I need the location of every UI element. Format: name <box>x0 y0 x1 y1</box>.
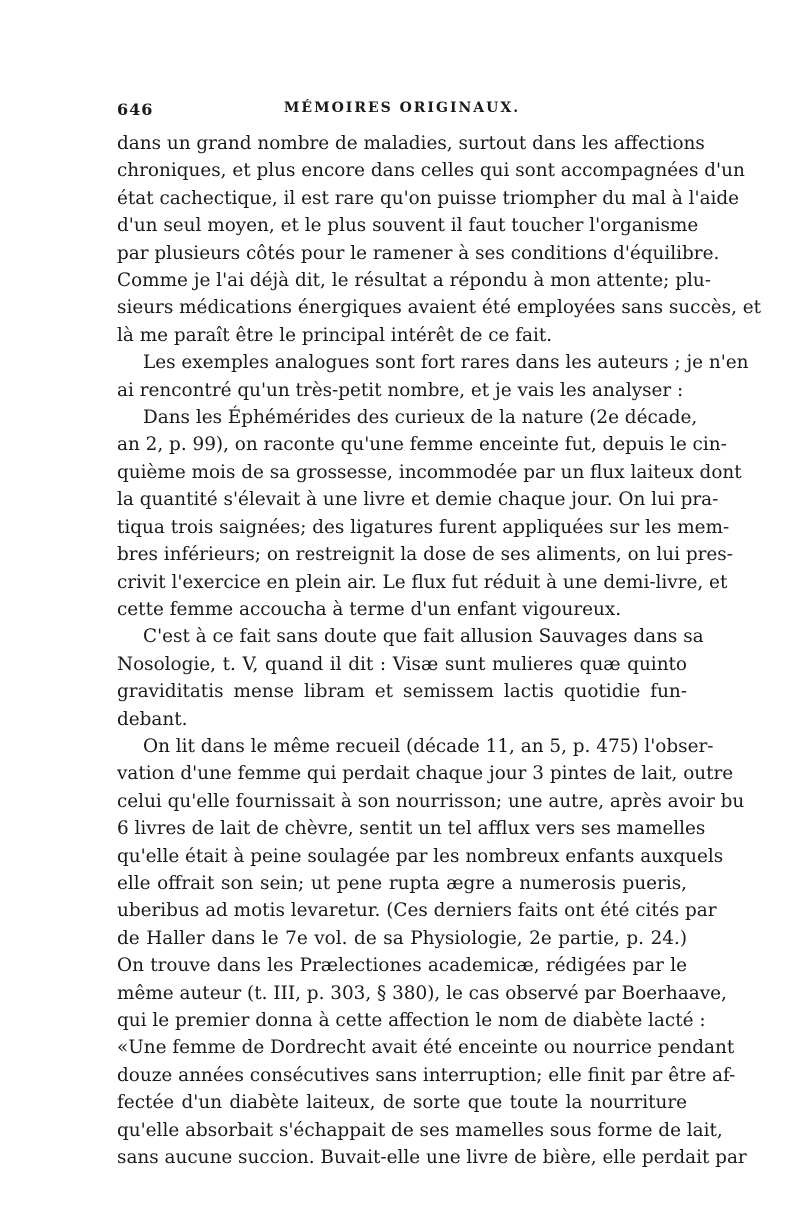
text-line: sans aucune succion. Buvait-elle une livre de bière, elle perdait par <box>117 1147 747 1169</box>
text-line: cette femme accoucha à terme d'un enfant vigoureux. <box>117 598 622 620</box>
body-text <box>117 130 762 1171</box>
text-line: douze années consécutives sans interruption; elle finit par être af- <box>117 1064 736 1086</box>
text-line: par plusieurs côtés pour le ramener à ses conditions d'équilibre. <box>117 242 720 264</box>
text-line: Dans les Éphémérides des curieux de la nature (2e décade, <box>143 407 698 429</box>
text-line: graviditatis mense libram et semissem lactis quotidie fun- <box>117 681 687 703</box>
text-line: «Une femme de Dordrecht avait été enceinte ou nourrice pendant <box>117 1037 735 1059</box>
running-title: MÉMOIRES ORIGINAUX. <box>283 100 521 116</box>
text-line: Nosologie, t. V, quand il dit : Visæ sunt mulieres quæ quinto <box>117 653 687 675</box>
text-line: là me paraît être le principal intérêt de ce fait. <box>117 324 553 346</box>
text-line: ai rencontré qu'un très-petit nombre, et je vais les analyser : <box>117 379 684 401</box>
text-line: celui qu'elle fournissait à son nourrisson; une autre, après avoir bu <box>117 790 745 812</box>
text-line: On lit dans le même recueil (décade 11, an 5, p. 475) l'obser- <box>143 735 714 757</box>
text-line: chroniques, et plus encore dans celles qui sont accompagnées d'un <box>117 160 745 182</box>
text-line: dans un grand nombre de maladies, surtout dans les affections <box>117 133 705 154</box>
text-line: uberibus ad motis levaretur. (Ces derniers faits ont été cités par <box>117 900 717 922</box>
text-line: fectée d'un diabète laiteux, de sorte que toute la nourriture <box>117 1092 687 1114</box>
text-line: 6 livres de lait de chèvre, sentit un tel afflux vers ses mamelles <box>117 818 706 840</box>
text-line: tiqua trois saignées; des ligatures furent appliquées sur les mem- <box>117 516 730 538</box>
text-line: debant. <box>117 708 188 730</box>
text-line: sieurs médications énergiques avaient été employées sans succès, et <box>117 297 762 319</box>
text-line: Comme je l'ai déjà dit, le résultat a répondu à mon attente; plu- <box>117 270 711 292</box>
text-line: bres inférieurs; on restreignit la dose de ses aliments, on lui pres- <box>117 544 733 566</box>
page-header <box>117 96 687 126</box>
text-line: Les exemples analogues sont fort rares dans les auteurs ; je n'en <box>143 352 749 374</box>
text-line: la quantité s'élevait à une livre et demie chaque jour. On lui pra- <box>117 489 719 511</box>
text-line: qui le premier donna à cette affection le nom de diabète lacté : <box>117 1010 706 1031</box>
book-page <box>117 96 762 1171</box>
text-line: vation d'une femme qui perdait chaque jour 3 pintes de lait, outre <box>117 763 734 785</box>
text-line: an 2, p. 99), on raconte qu'une femme enceinte fut, depuis le cin- <box>117 434 727 456</box>
text-line: état cachectique, il est rare qu'on puisse triompher du mal à l'aide <box>117 187 740 209</box>
text-line: elle offrait son sein; ut pene rupta ægre a numerosis pueris, <box>117 872 687 894</box>
text-line: qu'elle absorbait s'échappait de ses mamelles sous forme de lait, <box>117 1119 723 1141</box>
text-line: d'un seul moyen, et le plus souvent il faut toucher l'organisme <box>117 215 699 237</box>
text-line: même auteur (t. III, p. 303, § 380), le cas observé par Boerhaave, <box>117 982 727 1004</box>
text-line: de Haller dans le 7e vol. de sa Physiologie, 2e partie, p. 24.) <box>117 927 687 949</box>
page-number: 646 <box>117 100 154 119</box>
text-line: qu'elle était à peine soulagée par les nombreux enfants auxquels <box>117 845 724 867</box>
text-line: quième mois de sa grossesse, incommodée par un flux laiteux dont <box>117 461 742 483</box>
text-line: C'est à ce fait sans doute que fait allusion Sauvages dans sa <box>143 626 704 648</box>
text-line: crivit l'exercice en plein air. Le flux fut réduit à une demi-livre, et <box>117 571 728 593</box>
text-line: On trouve dans les Prælectiones academicæ, rédigées par le <box>117 955 687 977</box>
